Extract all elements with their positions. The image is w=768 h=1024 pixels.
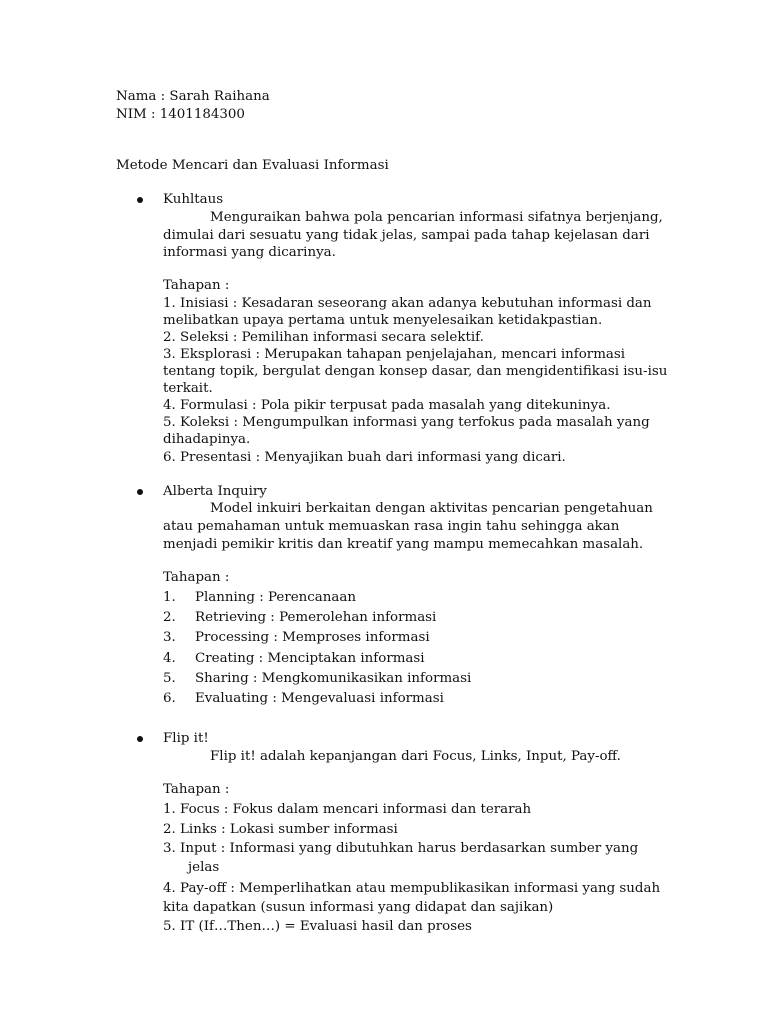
- section-description-line: Model inkuiri berkaitan dengan aktivitas pencarian pengetahuan: [210, 501, 653, 516]
- stage-line: 2. Seleksi : Pemilihan informasi secara selektif.: [163, 330, 484, 345]
- stage-text: Processing : Memproses informasi: [195, 630, 430, 645]
- stages-label: Tahapan :: [163, 782, 230, 797]
- stage-line: dihadapinya.: [163, 432, 251, 447]
- section-description-line: Flip it! adalah kepanjangan dari Focus, Links, Input, Pay-off.: [210, 749, 621, 764]
- section-description-line: informasi yang dicarinya.: [163, 245, 336, 260]
- stage-line: 1. Focus : Fokus dalam mencari informasi dan terarah: [163, 802, 532, 817]
- bullet-icon: [137, 489, 143, 495]
- section-description-line: dimulai dari sesuatu yang tidak jelas, sampai pada tahap kejelasan dari: [163, 228, 650, 243]
- stage-text: Evaluating : Mengevaluasi informasi: [195, 691, 444, 706]
- stage-text: Planning : Perencanaan: [195, 590, 357, 605]
- stages-label: Tahapan :: [163, 278, 230, 293]
- student-name: Nama : Sarah Raihana: [116, 89, 270, 104]
- stages-label: Tahapan :: [163, 570, 230, 585]
- stage-line: 3. Eksplorasi : Merupakan tahapan penjelajahan, mencari informasi: [163, 347, 626, 362]
- stage-number: 2.: [163, 610, 176, 625]
- stage-number: 4.: [163, 651, 176, 666]
- student-nim: NIM : 1401184300: [116, 107, 245, 122]
- stage-line: 6. Presentasi : Menyajikan buah dari informasi yang dicari.: [163, 450, 566, 465]
- stage-line: 3. Input : Informasi yang dibutuhkan harus berdasarkan sumber yang: [163, 841, 639, 856]
- stage-number: 1.: [163, 590, 176, 605]
- stage-line: jelas: [188, 860, 220, 875]
- bullet-icon: [137, 197, 143, 203]
- stage-line: kita dapatkan (susun informasi yang didapat dan sajikan): [163, 900, 554, 915]
- bullet-icon: [137, 736, 143, 742]
- stage-line: 1. Inisiasi : Kesadaran seseorang akan adanya kebutuhan informasi dan: [163, 296, 652, 311]
- section-heading: Alberta Inquiry: [163, 484, 267, 499]
- stage-text: Creating : Menciptakan informasi: [195, 651, 425, 666]
- stage-number: 5.: [163, 671, 176, 686]
- stage-line: terkait.: [163, 381, 213, 396]
- stage-line: 5. IT (If…Then…) = Evaluasi hasil dan proses: [163, 919, 472, 934]
- section-description-line: menjadi pemikir kritis dan kreatif yang mampu memecahkan masalah.: [163, 537, 644, 552]
- stage-text: Sharing : Mengkomunikasikan informasi: [195, 671, 472, 686]
- stage-line: 4. Pay-off : Memperlihatkan atau mempublikasikan informasi yang sudah: [163, 881, 661, 896]
- section-heading: Flip it!: [163, 731, 209, 746]
- stage-line: 5. Koleksi : Mengumpulkan informasi yang terfokus pada masalah yang: [163, 415, 650, 430]
- stage-line: 4. Formulasi : Pola pikir terpusat pada masalah yang ditekuninya.: [163, 398, 611, 413]
- stage-text: Retrieving : Pemerolehan informasi: [195, 610, 437, 625]
- stage-line: tentang topik, bergulat dengan konsep dasar, dan mengidentifikasi isu-isu: [163, 364, 668, 379]
- section-description-line: atau pemahaman untuk memuaskan rasa ingin tahu sehingga akan: [163, 519, 620, 534]
- stage-number: 6.: [163, 691, 176, 706]
- section-description-line: Menguraikan bahwa pola pencarian informasi sifatnya berjenjang,: [210, 210, 663, 225]
- stage-line: 2. Links : Lokasi sumber informasi: [163, 822, 398, 837]
- stage-line: melibatkan upaya pertama untuk menyelesaikan ketidakpastian.: [163, 313, 603, 328]
- document-title: Metode Mencari dan Evaluasi Informasi: [116, 158, 389, 173]
- section-heading: Kuhltaus: [163, 192, 224, 207]
- stage-number: 3.: [163, 630, 176, 645]
